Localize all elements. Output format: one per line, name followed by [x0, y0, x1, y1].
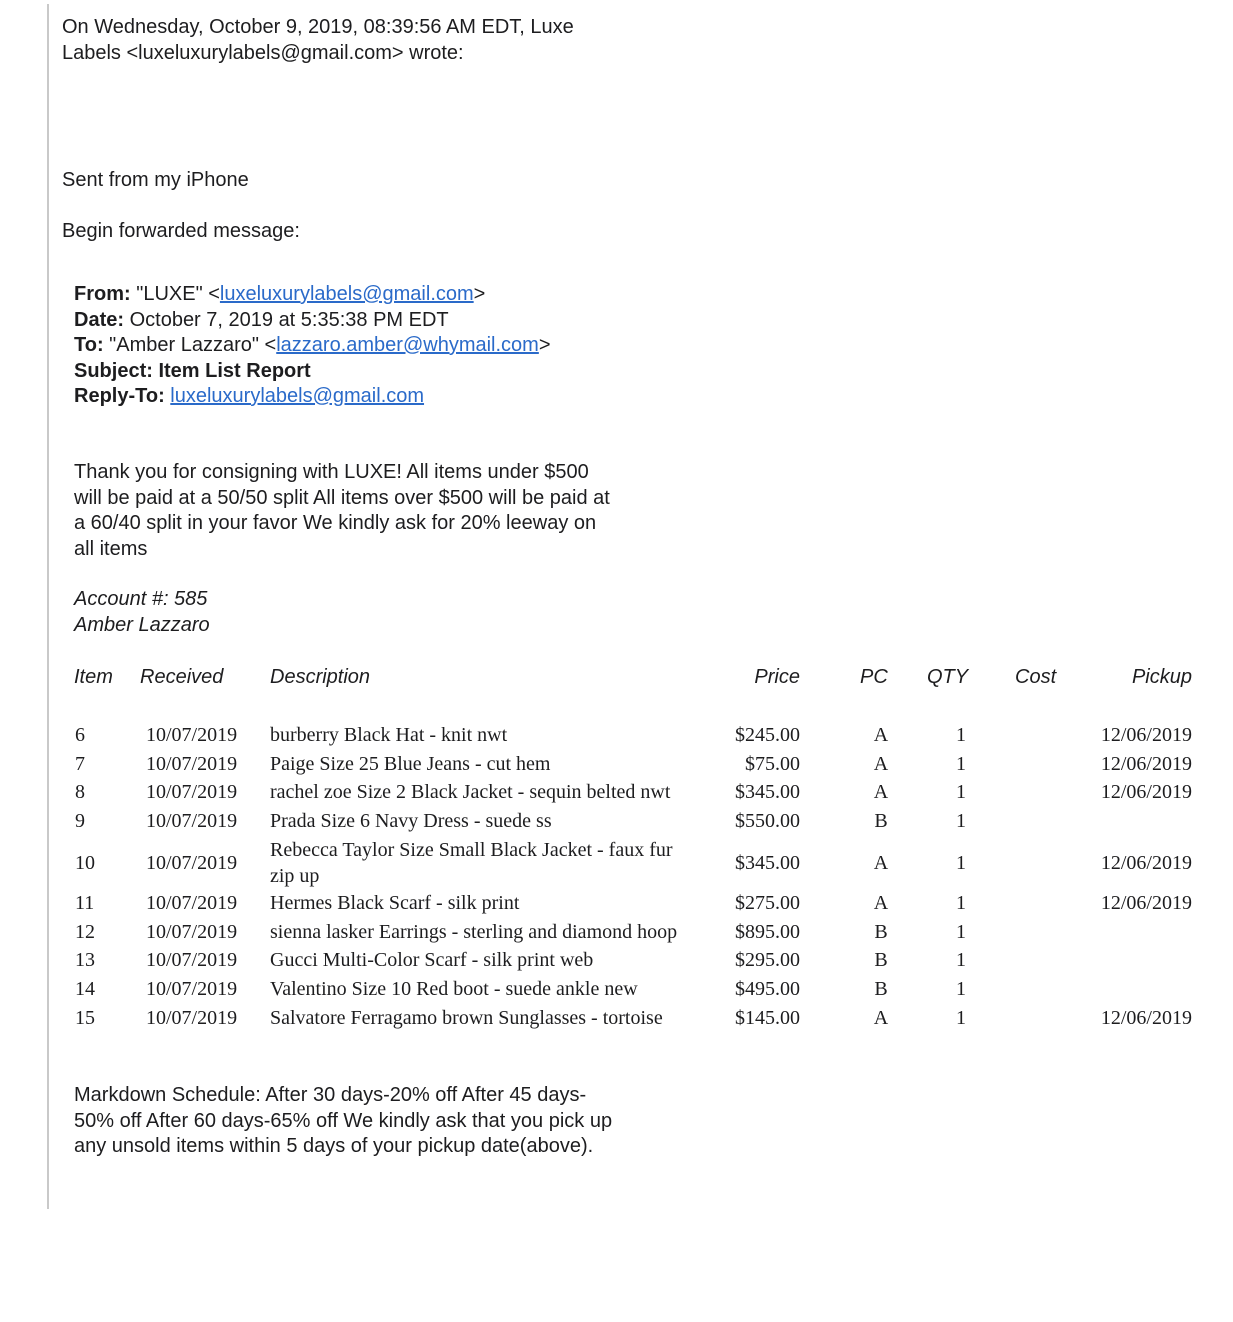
cell-description: rachel zoe Size 2 Black Jacket - sequin belted nwt — [270, 781, 671, 803]
intro-paragraph: Thank you for consigning with LUXE! All items under $500 will be paid at a 50/50 split All items over $500 will be paid at a 60/40 split in your favor We kindly ask for 20% leeway on all items — [74, 461, 610, 560]
cell-qty: 1 — [956, 1007, 966, 1029]
header-price: Price — [754, 666, 800, 688]
cell-price: $275.00 — [735, 892, 800, 914]
cell-description-line2: zip up — [270, 865, 320, 887]
cell-qty: 1 — [956, 978, 966, 1000]
cell-description: burberry Black Hat - knit nwt — [270, 724, 508, 746]
cell-pc: A — [873, 1007, 889, 1029]
cell-qty: 1 — [956, 753, 966, 775]
cell-received: 10/07/2019 — [146, 781, 238, 803]
markdown-schedule: Markdown Schedule: After 30 days-20% off After 45 days-50% off After 60 days-65% off We kindly ask that you pick up any unsold items within 5 days of your pickup date(above). — [74, 1084, 613, 1157]
cell-description: Paige Size 25 Blue Jeans - cut hem — [270, 753, 551, 775]
account-block — [74, 587, 210, 638]
cell-received: 10/07/2019 — [146, 724, 238, 746]
cell-item: 10 — [75, 852, 95, 874]
cell-description: sienna lasker Earrings - sterling and diamond hoop — [270, 921, 678, 943]
cell-received: 10/07/2019 — [146, 921, 238, 943]
header-pc: PC — [860, 666, 888, 688]
cell-qty: 1 — [956, 781, 966, 803]
cell-pickup: 12/06/2019 — [1100, 753, 1192, 775]
account-name: Amber Lazzaro — [74, 613, 210, 636]
cell-item: 15 — [75, 1007, 95, 1029]
cell-price: $295.00 — [735, 949, 800, 971]
cell-price: $245.00 — [735, 724, 800, 746]
cell-item: 7 — [75, 753, 85, 775]
from-label: From: — [74, 283, 131, 305]
header-pickup: Pickup — [1131, 666, 1192, 688]
cell-description: Prada Size 6 Navy Dress - suede ss — [270, 810, 552, 832]
cell-pickup: 12/06/2019 — [1100, 852, 1192, 874]
from-email-link[interactable]: luxeluxurylabels@gmail.com — [219, 283, 474, 305]
cell-description: Valentino Size 10 Red boot - suede ankle new — [270, 978, 638, 1000]
cell-pickup: 12/06/2019 — [1100, 781, 1192, 803]
header-item: Item — [74, 666, 113, 688]
cell-description: Gucci Multi-Color Scarf - silk print web — [270, 949, 594, 971]
reply-to-email-link[interactable]: luxeluxurylabels@gmail.com — [170, 385, 425, 407]
date-header — [74, 308, 551, 334]
cell-price: $345.00 — [735, 781, 800, 803]
cell-qty: 1 — [956, 724, 966, 746]
from-header — [74, 282, 551, 308]
from-close: > — [473, 283, 486, 305]
cell-item: 13 — [75, 949, 95, 971]
cell-description: Hermes Black Scarf - silk print — [270, 892, 520, 914]
reply-to-header — [74, 384, 551, 410]
header-cost: Cost — [1015, 666, 1057, 688]
cell-price: $495.00 — [735, 978, 800, 1000]
reply-to-label: Reply-To: — [74, 385, 165, 407]
cell-pc: A — [873, 781, 889, 803]
account-number: Account #: 585 — [74, 588, 208, 610]
cell-pickup: 12/06/2019 — [1100, 724, 1192, 746]
cell-qty: 1 — [956, 852, 966, 874]
cell-pc: A — [873, 753, 889, 775]
cell-item: 11 — [75, 892, 95, 914]
cell-item: 9 — [75, 810, 85, 832]
subject-header — [74, 359, 551, 385]
quote-bar — [47, 4, 49, 1209]
cell-price: $145.00 — [735, 1007, 800, 1029]
to-label: To: — [74, 334, 104, 356]
cell-pc: A — [873, 724, 889, 746]
cell-received: 10/07/2019 — [146, 1007, 238, 1029]
to-header — [74, 333, 551, 359]
cell-item: 6 — [75, 724, 85, 746]
cell-qty: 1 — [956, 949, 966, 971]
cell-price: $895.00 — [735, 921, 800, 943]
subject-label: Subject: — [74, 359, 153, 382]
cell-received: 10/07/2019 — [146, 892, 238, 914]
to-name: "Amber Lazzaro" < — [109, 334, 277, 356]
to-email-link[interactable]: lazzaro.amber@whymail.com — [276, 334, 539, 356]
cell-qty: 1 — [956, 921, 966, 943]
sent-from-signature: Sent from my iPhone — [62, 169, 249, 191]
cell-pickup: 12/06/2019 — [1100, 892, 1192, 914]
cell-pc: B — [874, 810, 888, 832]
cell-price: $75.00 — [745, 753, 800, 775]
cell-price: $550.00 — [735, 810, 800, 832]
forwarded-headers — [74, 282, 551, 410]
begin-forwarded-label: Begin forwarded message: — [62, 220, 300, 242]
cell-qty: 1 — [956, 810, 966, 832]
cell-item: 8 — [75, 781, 85, 803]
cell-description: Salvatore Ferragamo brown Sunglasses - tortoise — [270, 1007, 663, 1029]
quote-header: On Wednesday, October 9, 2019, 08:39:56 AM EDT, Luxe Labels <luxeluxurylabels@gmail.com> wrote: — [62, 16, 574, 64]
date-label: Date: — [74, 308, 125, 331]
cell-received: 10/07/2019 — [146, 753, 238, 775]
cell-received: 10/07/2019 — [146, 978, 238, 1000]
from-name: "LUXE" < — [136, 283, 220, 305]
cell-received: 10/07/2019 — [146, 810, 238, 832]
subject-value: Item List Report — [158, 359, 311, 382]
cell-pc: A — [873, 892, 889, 914]
cell-item: 14 — [75, 978, 95, 1000]
cell-pc: B — [874, 949, 888, 971]
cell-price: $345.00 — [735, 852, 800, 874]
cell-pc: B — [874, 978, 888, 1000]
cell-item: 12 — [75, 921, 95, 943]
cell-pickup: 12/06/2019 — [1100, 1007, 1192, 1029]
to-close: > — [538, 334, 551, 356]
header-received: Received — [140, 666, 224, 688]
cell-description-line1: Rebecca Taylor Size Small Black Jacket - faux fur — [270, 839, 673, 861]
cell-pc: B — [874, 921, 888, 943]
cell-pc: A — [873, 852, 889, 874]
date-value: October 7, 2019 at 5:35:38 PM EDT — [129, 308, 449, 331]
header-description: Description — [270, 666, 371, 688]
cell-qty: 1 — [956, 892, 966, 914]
cell-received: 10/07/2019 — [146, 949, 238, 971]
cell-received: 10/07/2019 — [146, 852, 238, 874]
header-qty: QTY — [927, 666, 969, 688]
cell-description — [270, 837, 690, 889]
